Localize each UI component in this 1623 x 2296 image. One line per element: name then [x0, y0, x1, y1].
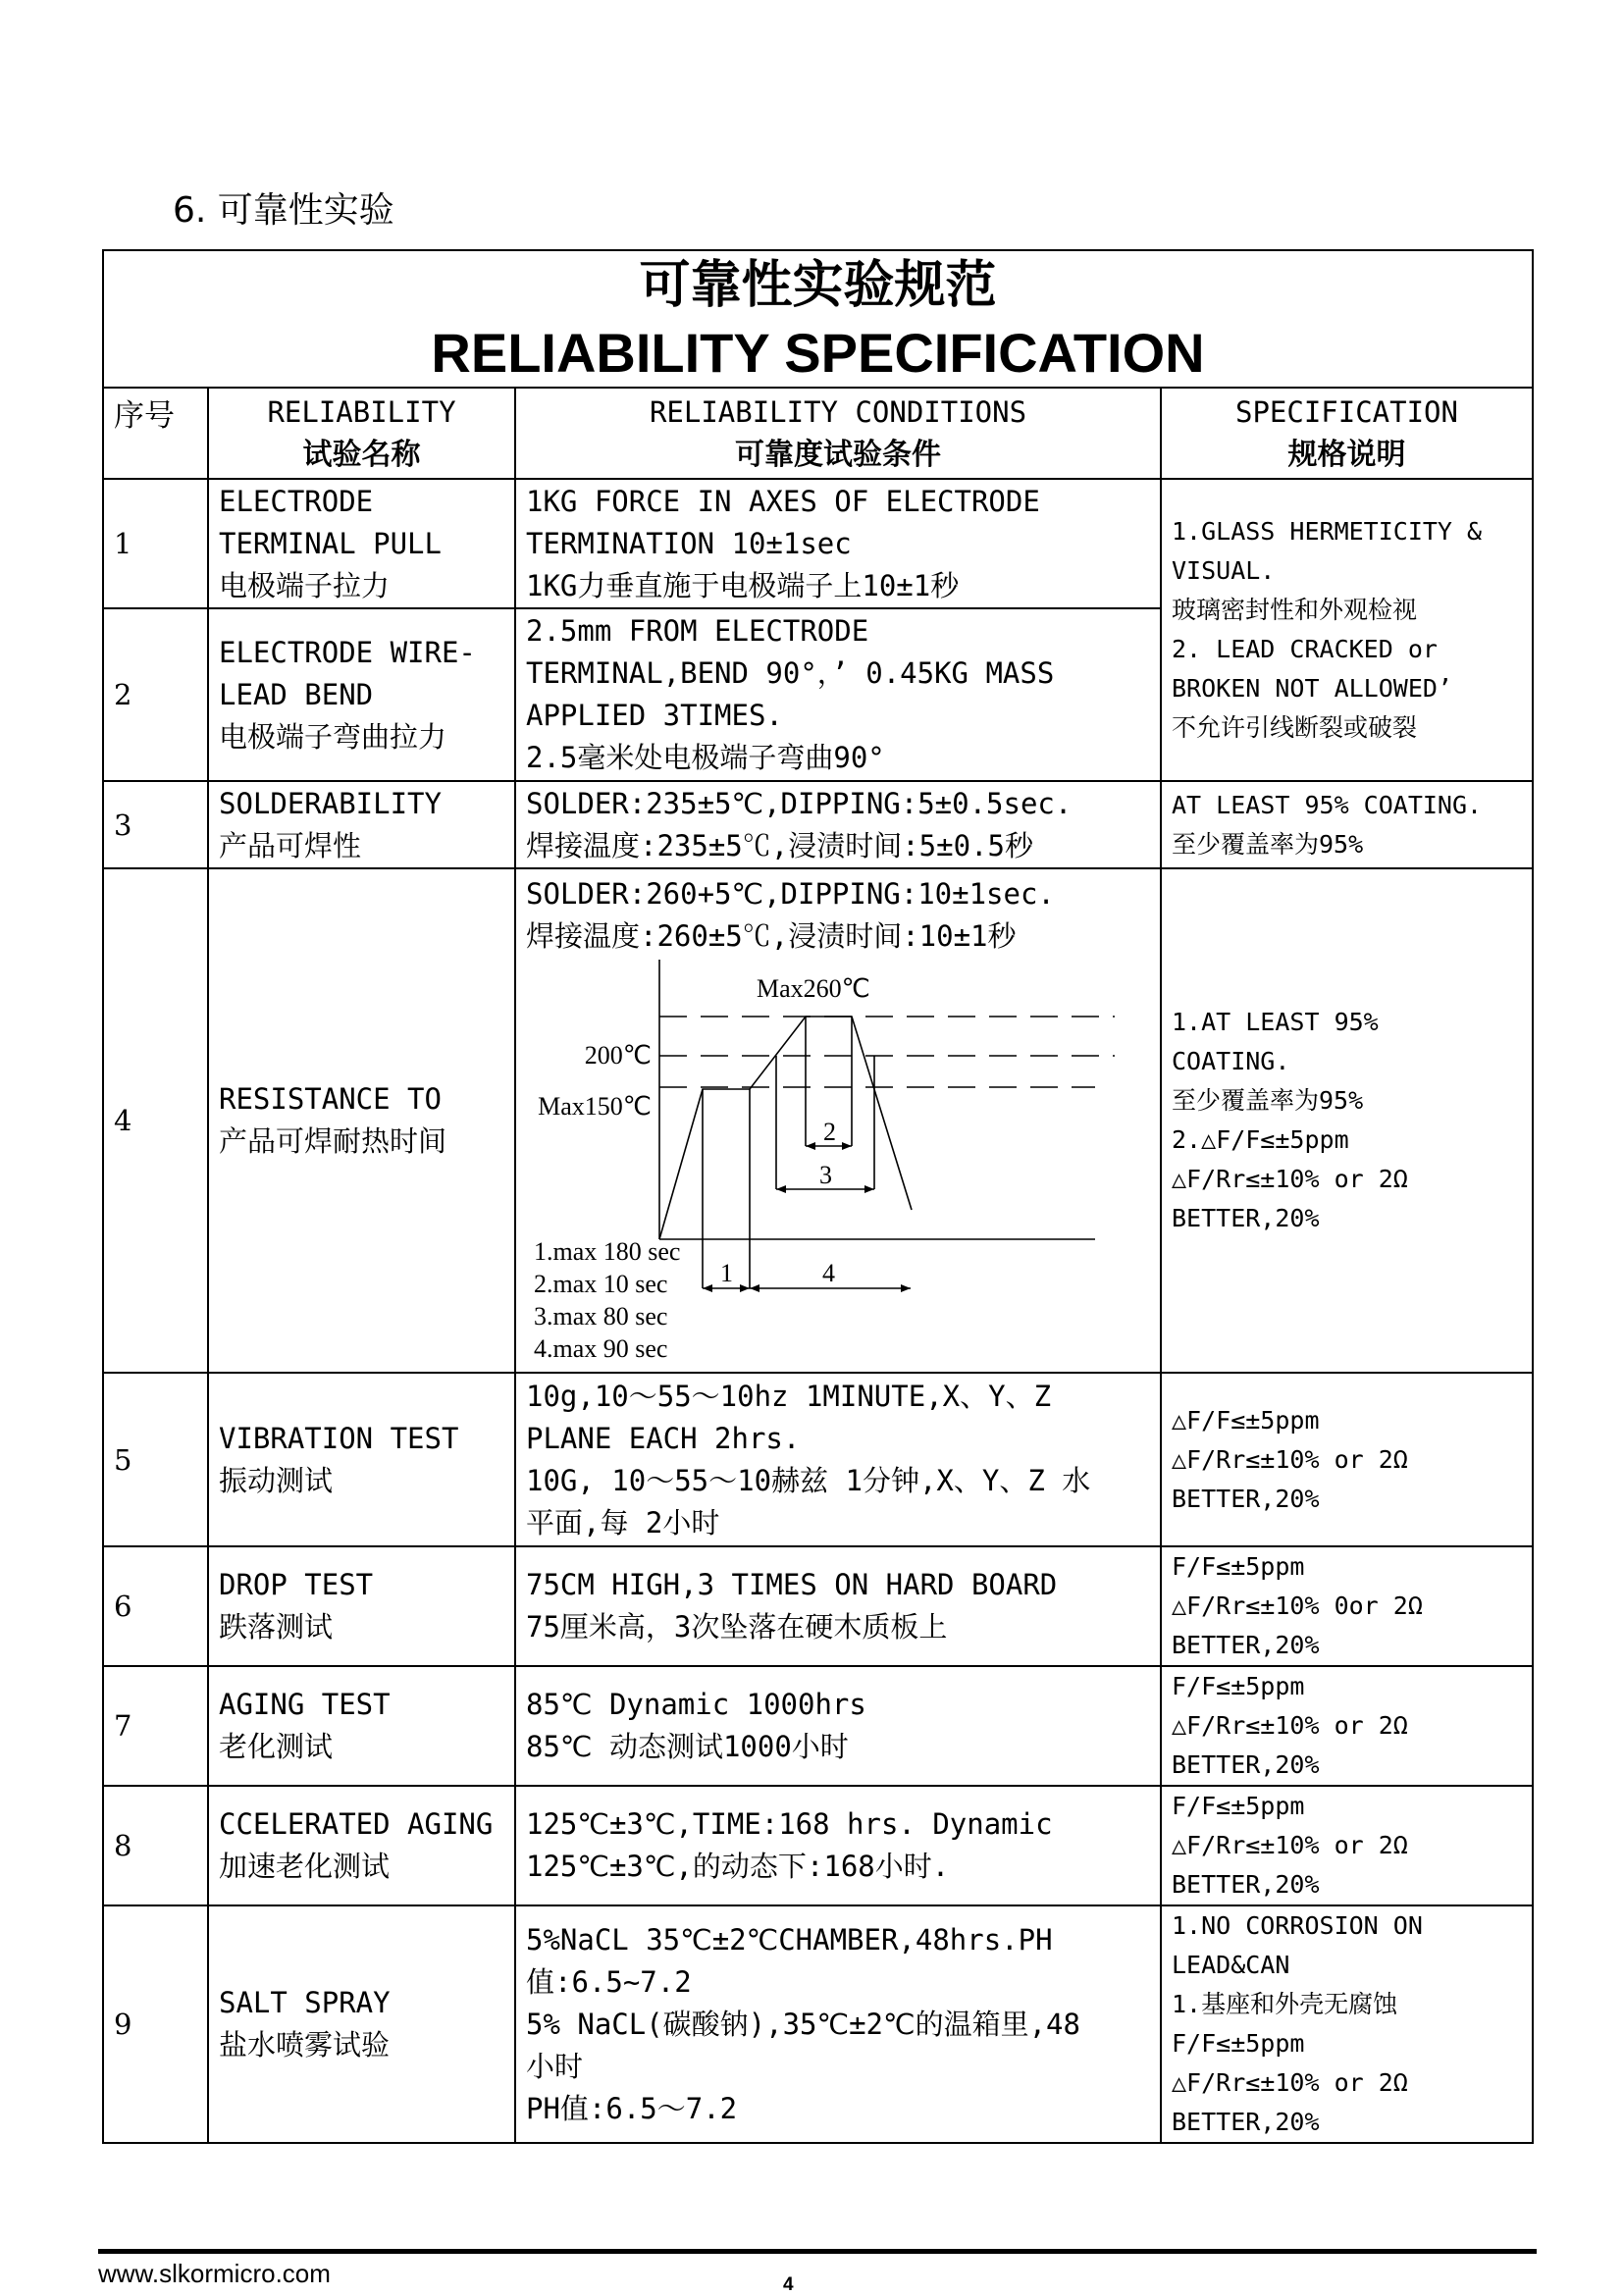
- header-cond-cn: 可靠度试验条件: [735, 437, 941, 472]
- row-conditions: 85℃ Dynamic 1000hrs 85℃ 动态测试1000小时: [515, 1666, 1161, 1786]
- row-no: 4: [103, 868, 208, 1373]
- row-no: 6: [103, 1546, 208, 1666]
- table-row: [103, 1786, 1533, 1905]
- row-spec: △F/F≤±5ppm △F/Rr≤±10% or 2Ω BETTER,20%: [1161, 1373, 1533, 1546]
- row-item: SOLDERABILITY 产品可焊性: [208, 781, 515, 868]
- profile-seg-4: 4: [822, 1259, 835, 1287]
- row-item: ELECTRODE WIRE- LEAD BEND 电极端子弯曲拉力: [208, 608, 515, 781]
- table-title-en: RELIABILITY SPECIFICATION: [431, 322, 1205, 384]
- table-row: [103, 1373, 1533, 1546]
- header-spec-en: SPECIFICATION: [1235, 394, 1458, 429]
- row-conditions: SOLDER:235±5℃,DIPPING:5±0.5sec. 焊接温度:235±5℃,浸渍时间:5±0.5秒: [515, 781, 1161, 868]
- row-conditions: 125℃±3℃,TIME:168 hrs. Dynamic 125℃±3℃,的动态下:168小时.: [515, 1786, 1161, 1905]
- row-no: 2: [103, 608, 208, 781]
- row-conditions-cell: [515, 868, 1161, 1373]
- row-conditions: 75CM HIGH,3 TIMES ON HARD BOARD 75厘米高，3次坠落在硬木质板上: [515, 1546, 1161, 1666]
- profile-legend-2: 2.max 10 sec: [534, 1270, 668, 1298]
- row-conditions: 2.5mm FROM ELECTRODE TERMINAL,BEND 90°，’ 0.45KG MASS APPLIED 3TIMES. 2.5毫米处电极端子弯曲90°: [515, 608, 1161, 781]
- table-row: [103, 1546, 1533, 1666]
- profile-legend-3: 3.max 80 sec: [534, 1302, 668, 1331]
- row-item: ELECTRODE TERMINAL PULL 电极端子拉力: [208, 479, 515, 608]
- profile-max-label: Max260℃: [757, 974, 870, 1003]
- header-row: [103, 388, 1533, 479]
- footer-divider: [98, 2249, 1537, 2254]
- profile-seg-2: 2: [823, 1118, 836, 1146]
- profile-seg-1: 1: [720, 1259, 733, 1287]
- row-item: AGING TEST 老化测试: [208, 1666, 515, 1786]
- profile-200-label: 200℃: [584, 1041, 652, 1070]
- table-row: [103, 1905, 1533, 2143]
- reliability-table: [102, 249, 1534, 2144]
- row-conditions: 5%NaCL 35℃±2℃CHAMBER,48hrs.PH 值:6.5~7.2 5% NaCL(碳酸钠),35℃±2℃的温箱里,48 小时 PH值:6.5～7.2: [515, 1905, 1161, 2143]
- profile-seg-3: 3: [819, 1161, 832, 1189]
- row-item: VIBRATION TEST 振动测试: [208, 1373, 515, 1546]
- row-spec: 1.GLASS HERMETICITY & VISUAL. 玻璃密封性和外观检视 2. LEAD CRACKED or BROKEN NOT ALLOWED’ 不允许引线断裂或破裂: [1161, 479, 1533, 781]
- row-no: 8: [103, 1786, 208, 1905]
- table-row: [103, 868, 1533, 1373]
- header-spec: [1161, 388, 1533, 479]
- row-item: RESISTANCE TO 产品可焊耐热时间: [208, 868, 515, 1373]
- row-no: 5: [103, 1373, 208, 1546]
- row-spec: 1.AT LEAST 95% COATING. 至少覆盖率为95% 2.△F/F≤±5ppm △F/Rr≤±10% or 2Ω BETTER,20%: [1161, 868, 1533, 1373]
- row-spec: AT LEAST 95% COATING. 至少覆盖率为95%: [1161, 781, 1533, 868]
- row-item: SALT SPRAY 盐水喷雾试验: [208, 1905, 515, 2143]
- page-number: 4: [783, 2274, 794, 2295]
- profile-legend-4: 4.max 90 sec: [534, 1334, 668, 1363]
- row-no: 9: [103, 1905, 208, 2143]
- footer-url[interactable]: www.slkormicro.com: [98, 2259, 331, 2288]
- row-no: 1: [103, 479, 208, 608]
- table-title-cell: [103, 250, 1533, 388]
- row-spec: F/F≤±5ppm △F/Rr≤±10% or 2Ω BETTER,20%: [1161, 1786, 1533, 1905]
- header-item: [208, 388, 515, 479]
- row-no: 7: [103, 1666, 208, 1786]
- row-spec: F/F≤±5ppm △F/Rr≤±10% 0or 2Ω BETTER,20%: [1161, 1546, 1533, 1666]
- table-row: [103, 479, 1533, 608]
- header-no: 序号: [103, 388, 208, 479]
- section-title: 6. 可靠性实验: [173, 190, 394, 231]
- header-conditions: [515, 388, 1161, 479]
- header-cond-en: RELIABILITY CONDITIONS: [649, 394, 1027, 429]
- profile-legend-1: 1.max 180 sec: [534, 1237, 681, 1266]
- row-no: 3: [103, 781, 208, 868]
- row-conditions: SOLDER:260+5℃,DIPPING:10±1sec. 焊接温度:260±5℃,浸渍时间:10±1秒: [526, 877, 1055, 953]
- row-item: CCELERATED AGING 加速老化测试: [208, 1786, 515, 1905]
- header-spec-cn: 规格说明: [1287, 437, 1406, 472]
- row-item: DROP TEST 跌落测试: [208, 1546, 515, 1666]
- row-spec: F/F≤±5ppm △F/Rr≤±10% or 2Ω BETTER,20%: [1161, 1666, 1533, 1786]
- solder-profile-diagram: [526, 960, 1150, 1372]
- table-row: [103, 1666, 1533, 1786]
- row-conditions: 1KG FORCE IN AXES OF ELECTRODE TERMINATION 10±1sec 1KG力垂直施于电极端子上10±1秒: [515, 479, 1161, 608]
- row-spec: 1.NO CORROSION ON LEAD&CAN 1.基座和外壳无腐蚀 F/F≤±5ppm △F/Rr≤±10% or 2Ω BETTER,20%: [1161, 1905, 1533, 2143]
- profile-150-label: Max150℃: [538, 1092, 652, 1121]
- row-conditions: 10g,10～55～10hz 1MINUTE,X、Y、Z PLANE EACH 2hrs. 10G, 10～55～10赫兹 1分钟,X、Y、Z 水 平面,每 2小时: [515, 1373, 1161, 1546]
- header-item-cn: 试验名称: [302, 437, 421, 472]
- table-row: [103, 781, 1533, 868]
- table-title-cn: 可靠性实验规范: [639, 256, 997, 315]
- header-item-en: RELIABILITY: [267, 394, 456, 429]
